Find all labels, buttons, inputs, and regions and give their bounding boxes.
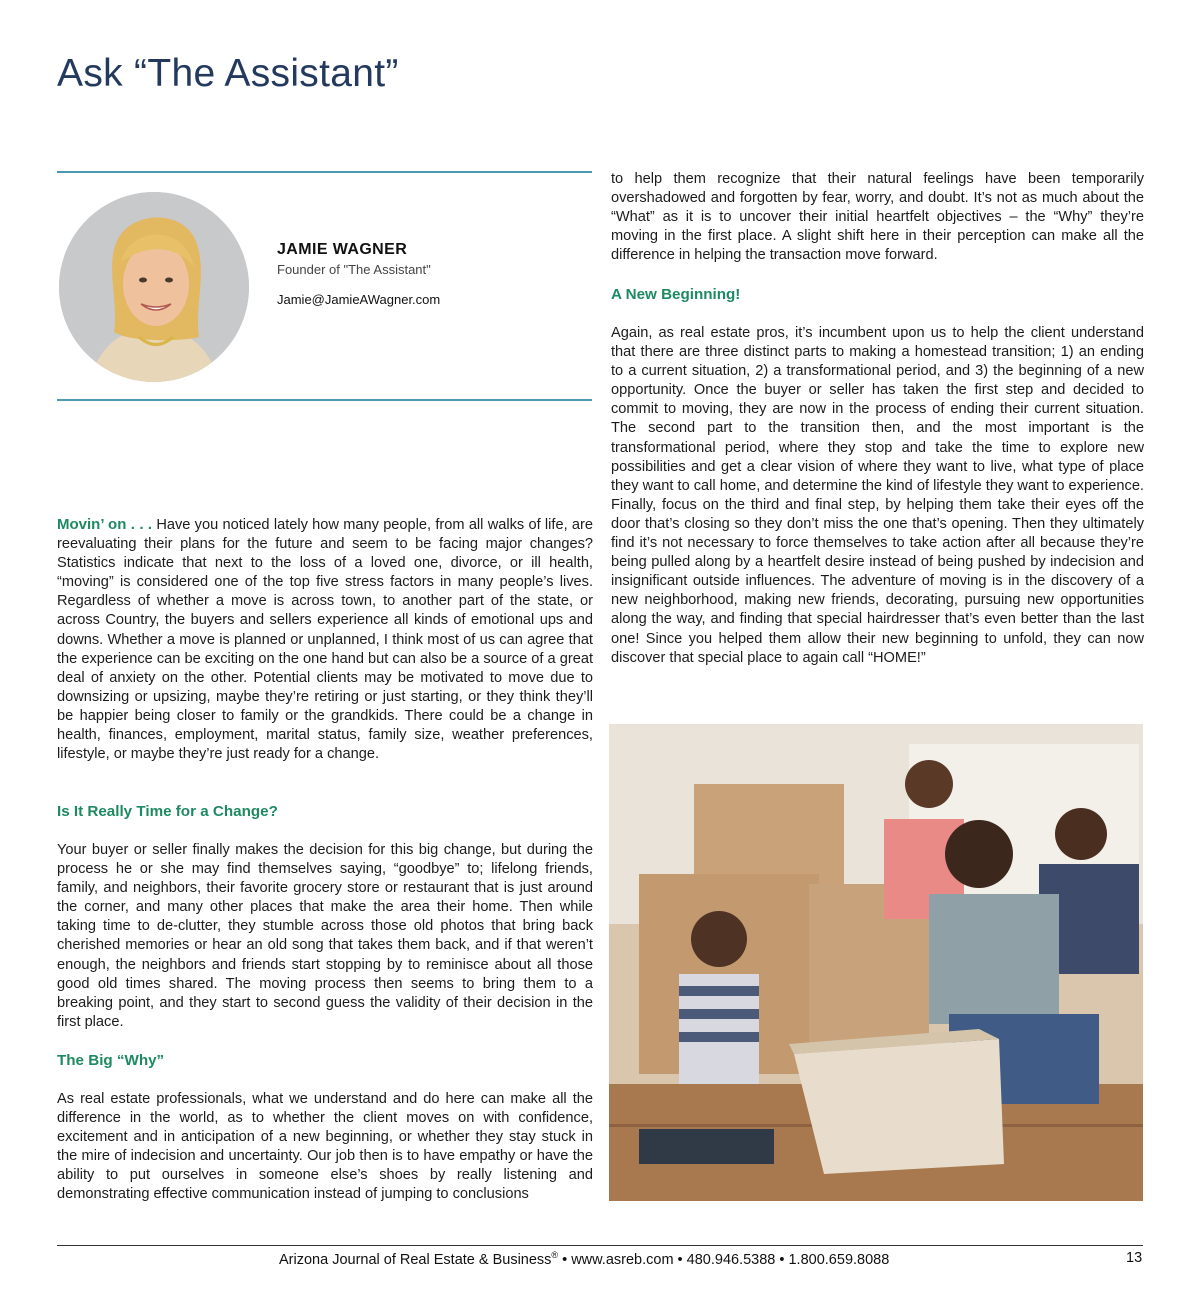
intro-lead: Movin’ on . . . xyxy=(57,516,153,533)
heading-new-beginning: A New Beginning! xyxy=(611,286,741,303)
footer-text xyxy=(279,1250,889,1268)
author-role: Founder of "The Assistant" xyxy=(277,262,431,277)
heading-big-why: The Big “Why” xyxy=(57,1052,165,1069)
author-photo xyxy=(59,192,249,382)
intro-paragraph xyxy=(57,515,593,764)
publication-name: Arizona Journal of Real Estate & Business xyxy=(279,1251,552,1268)
author-name: JAMIE WAGNER xyxy=(277,241,408,258)
heading-time-for-change: Is It Really Time for a Change? xyxy=(57,803,278,820)
author-block xyxy=(277,241,440,307)
registered-mark: ® xyxy=(551,1250,559,1260)
paragraph-text: Again, as real estate pros, it’s incumbent upon us to help the client understand that there are three distinct parts to making a homestead transition; 1) an ending to a current situation, 2) a transformational period, and 3) the beginning of a new opportunity. Once the buyer or seller has taken the first step and decided to commit to moving, they are now in the process of ending their current situation. The second part to the transition then, and the most important is the transformational period, where they stop and take the time to explore new possibilities and get a clear vision of where they want to live, what type of place they want to call home, and determine the kind of lifestyle they want to experience. Finally, focus on the third and final step, by helping them take their eyes off the door that’s closing so they don’t miss the one that’s opening. Then they ultimately find it’s not necessary to force themselves to take action after all because they’re being pulled along by a heartfelt desire instead of being pushed by indecision and insignificant outside influences. The adventure of moving is in the discovery of a new neighborhood, making new friends, decorating, pursuing new opportunities along the way, and finding that special hairdresser that’s even better than the last one! Since you helped them allow their new beginning to unfold, they can now discover that special place to again call “HOME!” xyxy=(611,325,1144,666)
paragraph-text: to help them recognize that their natural feelings have been temporarily overshadowed and forgotten by fear, worry, and doubt. It’s not as much about the “What” as it is to uncover their initial heartfelt objectives – the “Why” they’re moving in the first place. A slight shift here in their perception can make all the difference in helping the transaction move forward. xyxy=(611,171,1144,264)
divider-bottom xyxy=(57,399,592,401)
paragraph-text: As real estate professionals, what we understand and do here can make all the difference in the world, as to whether the client moves on with confidence, excitement and in anticipation of a new beginning, or whether they stay stuck in the mire of indecision and uncertainty. Our job then is to have empathy or have the ability to put ourselves in someone else’s shoes by really listening and demonstrating effective communication instead of jumping to conclusions xyxy=(57,1091,593,1203)
paragraph-continued xyxy=(611,170,1144,265)
paragraph-big-why xyxy=(57,1090,593,1205)
page-title: Ask “The Assistant” xyxy=(57,52,399,95)
paragraph-time-for-change xyxy=(57,841,593,1032)
intro-body: Have you noticed lately how many people, from all walks of life, are reevaluating their plans for the future and seem to be facing major changes? Statistics indicate that next to the loss of a loved one, divorce, or ill health, “moving” is considered one of the top five stress factors in many people’s lives. Regardless of whether a move is across town, to another part of the state, or across Country, the buyers and sellers experience all kinds of emotional ups and downs. Whether a move is planned or unplanned, I think most of us can agree that the experience can be exciting on the one hand but can also be a source of a great deal of anxiety on the other. Potential clients may be motivated to move due to downsizing or upsizing, maybe they’re retiring or just starting, or they think they’ll be happier being closer to family or the grandkids. There could be a change in health, finances, employment, marital status, family size, weather preferences, lifestyle, or maybe they’re just ready for a change. xyxy=(57,517,593,763)
author-email[interactable]: Jamie@JamieAWagner.com xyxy=(277,292,441,307)
family-moving-photo xyxy=(609,724,1143,1201)
paragraph-text: Your buyer or seller finally makes the decision for this big change, but during the process he or she may find themselves saying, “goodbye” to; lifelong friends, family, and neighbors, their favorite grocery store or restaurant that is just around the corner, and many other places that make the area their home. Then while taking time to de-clutter, they stumble across those old photos that bring back cherished memories or hear an old song that takes them back, and if that weren’t enough, the neighbors and friends start stopping by to reminisce about all those good old times shared. The moving process then seems to bring them to a breaking point, and they start to second guess the validity of their decision in the first place. xyxy=(57,842,593,1030)
divider-top xyxy=(57,171,592,173)
footer-contact: • www.asreb.com • 480.946.5388 • 1.800.659.8088 xyxy=(558,1251,890,1268)
page-number: 13 xyxy=(1126,1250,1143,1266)
paragraph-new-beginning xyxy=(611,324,1144,668)
footer-divider xyxy=(57,1245,1143,1246)
